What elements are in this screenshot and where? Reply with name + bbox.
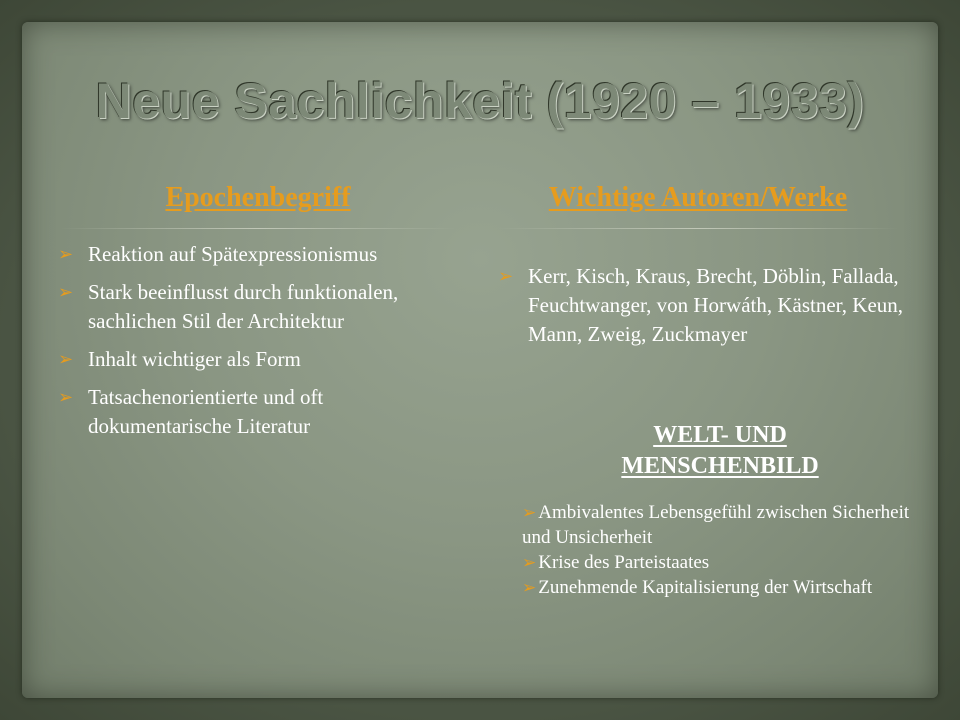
list-item	[496, 262, 916, 349]
arrow-bullet-icon: ➢	[522, 578, 537, 597]
list-item	[56, 383, 436, 441]
arrow-bullet-icon: ➢	[58, 349, 74, 369]
arrow-bullet-icon: ➢	[522, 503, 537, 522]
welt-menschenbild-list	[522, 500, 942, 600]
list-item-text: Zunehmende Kapitalisierung der Wirtschaft	[538, 577, 873, 598]
epochenbegriff-list	[56, 240, 436, 450]
arrow-bullet-icon: ➢	[58, 244, 74, 264]
list-item-text: Krise des Parteistaates	[538, 552, 710, 573]
autoren-list	[496, 262, 916, 349]
arrow-bullet-icon: ➢	[522, 553, 537, 572]
slide-title: Neue Sachlichkeit (1920 – 1933)	[95, 73, 865, 129]
list-item-text: Ambivalentes Lebensgefühl zwischen Sicherheit und Unsicherheit	[522, 502, 910, 548]
arrow-bullet-icon: ➢	[58, 282, 74, 302]
list-item	[522, 500, 942, 550]
list-item-text: Tatsachenorientierte und oft dokumentarische Literatur	[88, 385, 324, 438]
list-item-text: Kerr, Kisch, Kraus, Brecht, Döblin, Fallada, Feuchtwanger, von Horwáth, Kästner, Keun, Mann, Zweig, Zuckmayer	[528, 264, 904, 346]
list-item	[56, 240, 436, 269]
left-heading-divider	[60, 228, 456, 229]
autoren-heading: Wichtige Autoren/Werke	[548, 182, 848, 213]
list-item-text: Reaktion auf Spätexpressionismus	[88, 242, 378, 266]
arrow-bullet-icon: ➢	[498, 266, 514, 286]
list-item-text: Stark beeinflusst durch funktionalen, sachlichen Stil der Architektur	[88, 280, 399, 333]
list-item	[56, 278, 436, 336]
right-heading-divider	[498, 228, 898, 229]
epochenbegriff-heading: Epochenbegriff	[165, 182, 351, 213]
list-item-text: Inhalt wichtiger als Form	[88, 347, 301, 371]
list-item	[522, 575, 942, 600]
welt-menschenbild-heading: WELT- UND MENSCHENBILD	[621, 422, 819, 479]
list-item	[522, 550, 942, 575]
list-item	[56, 345, 436, 374]
arrow-bullet-icon: ➢	[58, 387, 74, 407]
